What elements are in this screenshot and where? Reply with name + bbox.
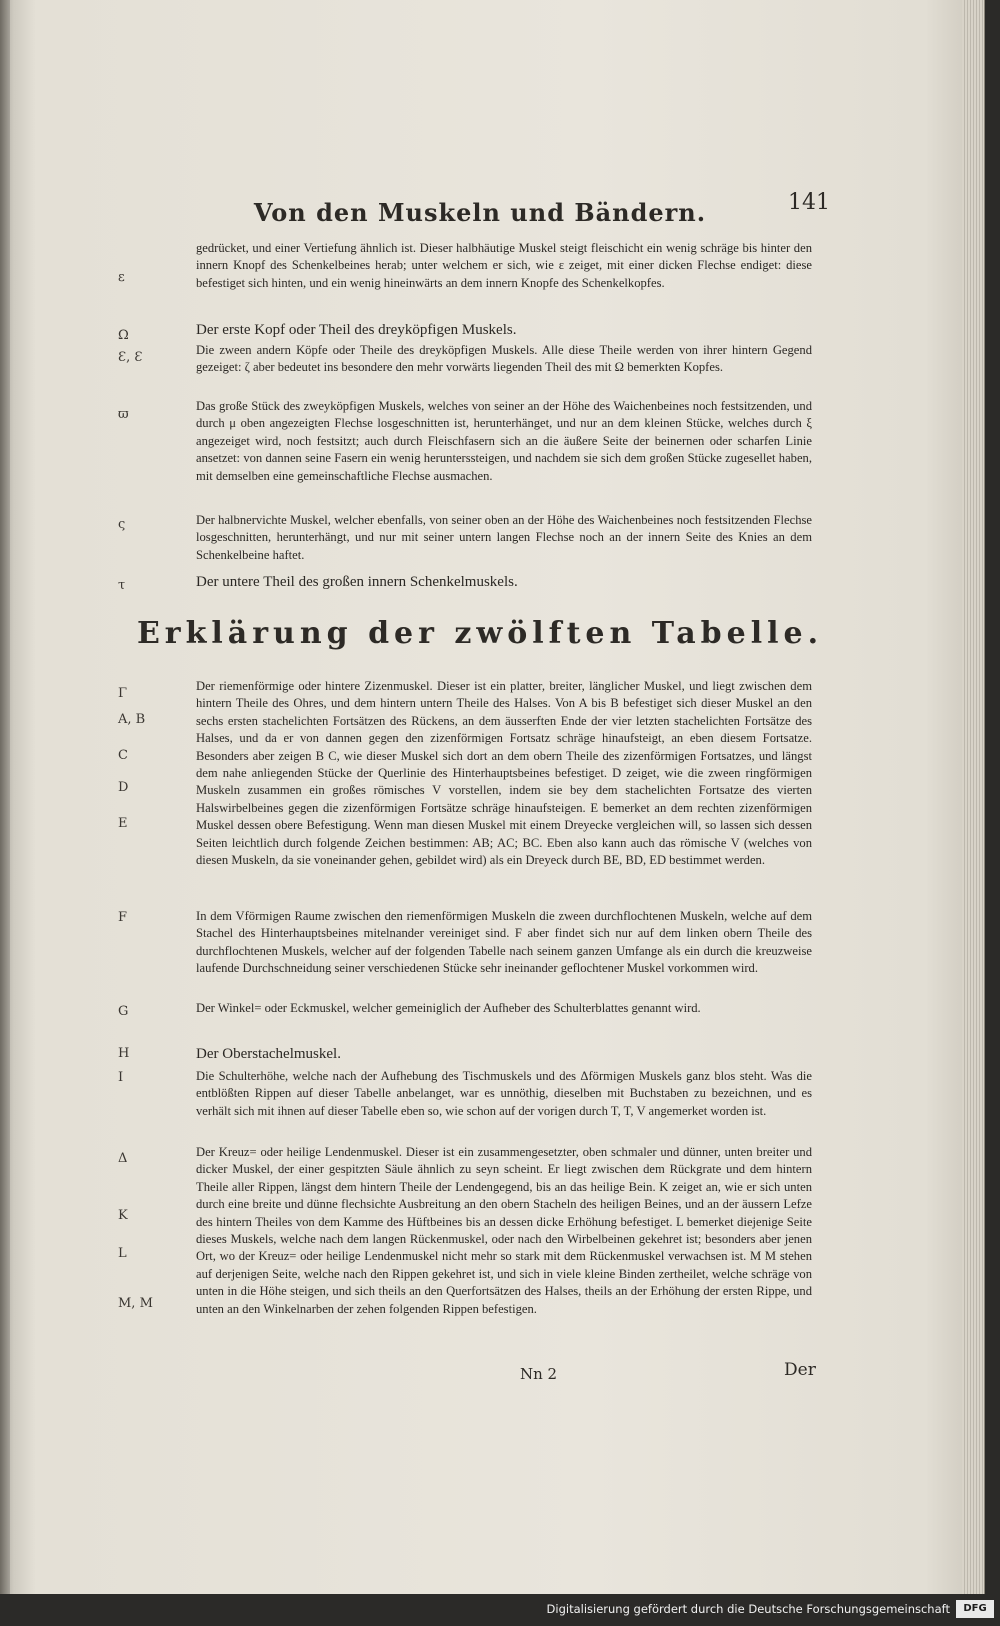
paragraph: Der untere Theil des großen innern Schenkelmuskels. — [196, 574, 518, 590]
paragraph: Der riemenförmige oder hintere Zizenmuskel. Dieser ist ein platter, breiter, länglicher Muskel, und liegt zwischen dem hintern Theile des Ohres, und dem hintern untern Theile des Halses. Von A bis B befestiget sich dieser Muskel an den sechs ersten stachelichten Fortsätzen des Rückens, an dem äusserften Ende der vier letzten stachelichten Fortsätze des Halses, und da er von dannen gegen den zizenförmigen Fortsatz schräge hinaufsteigt, an eben diesem Fortsatze. Besonders aber zeigen B C, wie dieser Muskel sich dort an dem obern Theile des zizenförmigen Fortsatzes, und längst dem nahe anliegenden Stücke der Querlinie des Hinterhauptsbeines befestiget. D zeiget, wie die zween ringförmigen Muskeln zusammen ein großes römisches V vorstellen, indem sie bey dem stachelichten Fortsatze des vierten Halswirbelbeines gegen die zizenförmigen Fortsätze schräge hinaufsteigen. E bemerket an dem rechten zizenförmigen Muskel dessen obere Befestigung. Wenn man diesen Muskel mit einem Dreyecke vergleichen will, so lassen sich dessen Seiten leichtlich durch folgende Zeichen bestimmen: AB; AC; BC. Eben also kann auch das römische V (welches von diesen Muskeln, da sie voneinander gehen, gebildet wird) als ein Dreyeck durch BE, BD, ED bestimmet werden. — [196, 679, 812, 868]
margin-mark: Ω — [118, 328, 129, 343]
paragraph: Der halbnervichte Muskel, welcher ebenfalls, von seiner oben an der Höhe des Waichenbeines noch festsitzenden Flechse losgeschnitten, herunterhängt, und nur mit seiner untern langen Flechse noch an der innern Seite des Knies an dem Schenkelbeine haftet. — [196, 513, 812, 562]
book-binding — [0, 0, 10, 1594]
catchword: Der — [784, 1360, 816, 1380]
paragraph: Der erste Kopf oder Theil des dreyköpfigen Muskels. — [196, 322, 517, 338]
margin-mark: ς — [118, 517, 126, 532]
margin-mark: C — [118, 748, 128, 763]
footer-bar — [0, 1594, 1000, 1626]
margin-mark: G — [118, 1004, 129, 1019]
margin-mark: M, M — [118, 1296, 153, 1311]
running-head: Von den Muskeln und Bändern. — [253, 198, 707, 227]
section-heading: Erklärung der zwölften Tabelle. — [136, 616, 824, 651]
paragraph: Die Schulterhöhe, welche nach der Aufhebung des Tischmuskels und des Δförmigen Muskels ganz blos steht. Was die entblößten Rippen auf dieser Tabelle anbelanget, war es unnöthig, dieselben mit Buchstaben zu bezeichnen, und es verhält sich mit ihnen auf dieser Tabelle eben so, wie schon auf der vorigen durch T, T, V angemerket worden ist. — [196, 1069, 812, 1118]
margin-mark: E — [118, 816, 128, 831]
margin-mark: Δ — [118, 1151, 128, 1166]
margin-mark: D — [118, 780, 129, 795]
signature-mark: Nn 2 — [520, 1365, 558, 1383]
margin-mark: L — [118, 1246, 127, 1261]
paragraph: Die zween andern Köpfe oder Theile des dreyköpfigen Muskels. Alle diese Theile werden von ihrer hintern Gegend gezeiget: ζ aber bedeutet ins besondere den mehr vorwärts liegenden Theil des mit Ω bemerkten Kopfes. — [196, 343, 812, 375]
margin-mark: ϖ — [118, 407, 129, 422]
margin-mark: τ — [118, 578, 126, 593]
margin-mark: A, B — [118, 712, 146, 727]
page-number: 141 — [788, 190, 830, 215]
paragraph: Der Winkel= oder Eckmuskel, welcher gemeiniglich der Aufheber des Schulterblattes genannt wird. — [196, 1001, 701, 1015]
footer-credit: Digitalisierung gefördert durch die Deutsche Forschungsgemeinschaft — [546, 1602, 950, 1616]
margin-mark: Ɛ, Ɛ — [118, 350, 143, 365]
page-edges — [962, 0, 984, 1594]
paragraph: Das große Stück des zweyköpfigen Muskels, welches von seiner an der Höhe des Waichenbeines noch festsitzenden, und durch μ oben angezeigten Flechse losgeschnitten ist, herunterhänget, und nur an dem kleinen Stücke, welches durch ξ angezeiget wird, noch festsitzt; auch durch Fleischfasern sich an die äußere Seite der beinernen oder scharfen Linie ansetzet: von dannen seine Fasern ein wenig herunterssteigen, und nachdem sie sich dem großen Stücke zugesellet haben, mit demselben eine gemeinschaftliche Flechse ausmachen. — [196, 399, 812, 483]
margin-mark: ε — [118, 270, 125, 285]
paragraph: In dem Vförmigen Raume zwischen den riemenförmigen Muskeln die zween durchflochtenen Muskeln, welche auf dem Stachel des Hinterhauptsbeines mitelnander vereiniget sind. F aber findet sich nur auf dem linken obern Theile des durchflochtenen Muskels, welcher auf der folgenden Tabelle nach seinem ganzen Umfange als ein durch die kreuzweise laufende Durchschneidung seiner verschiedenen Stücke sehr ineinander geflochtener Muskel vorkommen wird. — [196, 909, 812, 976]
margin-mark: K — [118, 1208, 128, 1223]
margin-mark: Γ — [118, 686, 128, 701]
paragraph: gedrücket, und einer Vertiefung ähnlich ist. Dieser halbhäutige Muskel steigt fleischicht ein wenig schräge bis hinter den innern Knopf des Schenkelbeines herab; unter welchem er sich, wie ε zeiget, mit einer dicken Flechse endiget: diese befestiget sich hinten, und ein wenig hineinwärts an dem innern Knopfe des Schenkelkopfes. — [196, 241, 812, 290]
margin-mark: H — [118, 1046, 130, 1061]
dfg-logo-icon: DFG — [956, 1600, 994, 1618]
margin-mark: I — [118, 1070, 124, 1085]
margin-mark: F — [118, 910, 128, 925]
paragraph: Der Kreuz= oder heilige Lendenmuskel. Dieser ist ein zusammengesetzter, oben schmaler und dünner, unten breiter und dicker Muskel, der einer gespitzten Säule ähnlich zu seyn scheint. Er liegt zwischen dem Rückgrate und dem hintern Theile aller Rippen, längst dem hintern Theile der Lendengegend, bis an das heilige Bein. K zeiget an, wie er sich unten durch eine breite und dünne flechsichte Ausbreitung an den obern Stacheln des heiligen Beines, und an der äussern Lefze des hintern Theiles von dem Kamme des Hüftbeines bis an dessen dicke Erhöhung befestiget. L bemerket diejenige Seite dieses Muskels, welche nach dem langen Rückenmuskel, oder nach den Wirbelbeinen gekehret ist; besonders aber jenen Ort, wo der Kreuz= oder heilige Lendenmuskel nicht mehr so stark mit dem Rückenmuskel verwachsen ist. M M stehen auf derjenigen Seite, welche nach den Rippen gekehret ist, und sich in viele kleine Binden zertheilet, welche schräge von unten in die Höhe steigen, und sich theils an den Querfortsätzen des Halses, theils an der Erhöhung der ersten Rippe, und unten an den Winkelnarben der zehen folgenden Rippen befestigen. — [196, 1145, 812, 1316]
paragraph: Der Oberstachelmuskel. — [196, 1046, 341, 1062]
